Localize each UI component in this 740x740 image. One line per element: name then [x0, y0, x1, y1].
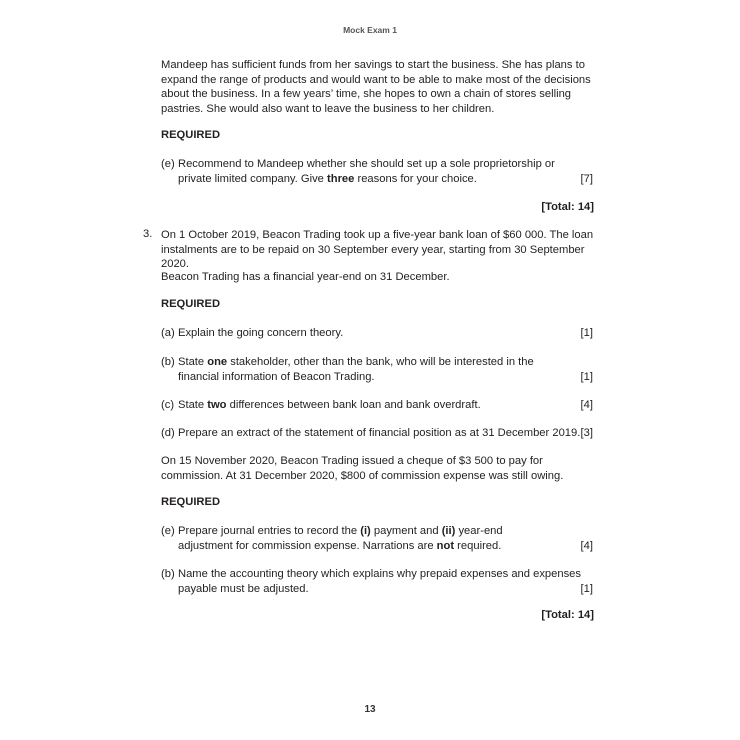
required-heading-3: REQUIRED: [161, 496, 221, 508]
question-2e: [161, 157, 593, 186]
part-text: Explain the going concern theory.: [178, 327, 344, 339]
marks: [4]: [580, 399, 593, 411]
question-3a: [161, 326, 593, 341]
total-marks-2: [Total: 14]: [541, 609, 594, 621]
part-text-bold: one: [207, 356, 228, 368]
part-text-a: Prepare journal entries to record the: [178, 525, 361, 537]
marks: [3]: [580, 427, 593, 439]
marks: [1]: [580, 582, 593, 595]
part-label: (d): [161, 427, 175, 439]
year-end-statement: Beacon Trading has a financial year-end on 31 December.: [161, 271, 450, 283]
commission-paragraph: On 15 November 2020, Beacon Trading issued a cheque of $3 500 to pay for commission. At 31 December 2020, $800 of commission expense was still owing.: [161, 455, 564, 482]
total-marks-1: [Total: 14]: [541, 201, 594, 213]
part-text-c: year-end adjustment for commission expense. Narrations are: [178, 525, 503, 552]
part-text: [178, 355, 563, 384]
part-text: Name the accounting theory which explains why prepaid expenses and expenses payable must be adjusted.: [178, 568, 581, 595]
page-header: Mock Exam 1: [343, 25, 397, 35]
part-text-bold: two: [207, 399, 227, 411]
part-text-a: Recommend to Mandeep whether she should set up a sole proprietorship or private limited company. Give: [178, 158, 555, 185]
part-text: [178, 157, 563, 186]
part-label: (c): [161, 399, 175, 411]
part-text-bold: (ii): [441, 525, 456, 537]
question-3-intro: On 1 October 2019, Beacon Trading took up a five-year bank loan of $60 000. The loan instalments are to be repaid on 30 September every year, starting from 30 September 2020.: [161, 229, 594, 271]
part-label: (e): [161, 158, 175, 170]
part-label: (e): [161, 525, 175, 537]
part-text-b: payment and: [370, 525, 442, 537]
part-text-a: State: [178, 399, 208, 411]
part-text: [178, 398, 593, 413]
part-label: (a): [161, 327, 175, 339]
part-text-b: stakeholder, other than the bank, who will be interested in the financial information of Beacon Trading.: [178, 356, 534, 383]
part-text-b: reasons for your choice.: [354, 172, 477, 185]
part-text: [178, 524, 558, 553]
required-heading-2: REQUIRED: [161, 298, 221, 310]
part-label: (b): [161, 568, 175, 580]
part-text-bold: (i): [360, 525, 371, 537]
question-3c: [161, 398, 593, 413]
marks: [7]: [580, 172, 593, 185]
question-3e: [161, 524, 593, 553]
required-heading-1: REQUIRED: [161, 129, 221, 141]
part-text-b: differences between bank loan and bank overdraft.: [226, 399, 481, 411]
question-3f: [161, 567, 593, 596]
part-text-d: required.: [454, 539, 502, 552]
question-number: 3.: [143, 228, 153, 240]
part-text: Prepare an extract of the statement of financial position as at 31 December 2019.: [178, 427, 581, 439]
part-text-bold: not: [436, 539, 455, 552]
part-text-a: State: [178, 356, 208, 368]
intro-paragraph: Mandeep has sufficient funds from her savings to start the business. She has plans to expand the range of products and would want to be able to make most of the decisions about the business. In a few years’ time, she hopes to own a chain of stores selling pastries. She would also want to leave the business to her children.: [161, 59, 591, 115]
question-3d: [161, 426, 593, 441]
part-text-bold: three: [327, 172, 355, 185]
page-number: 13: [364, 704, 376, 715]
question-3b: [161, 355, 593, 384]
marks: [1]: [580, 327, 593, 339]
part-label: (b): [161, 356, 175, 368]
marks: [4]: [580, 539, 593, 552]
marks: [1]: [580, 370, 593, 383]
